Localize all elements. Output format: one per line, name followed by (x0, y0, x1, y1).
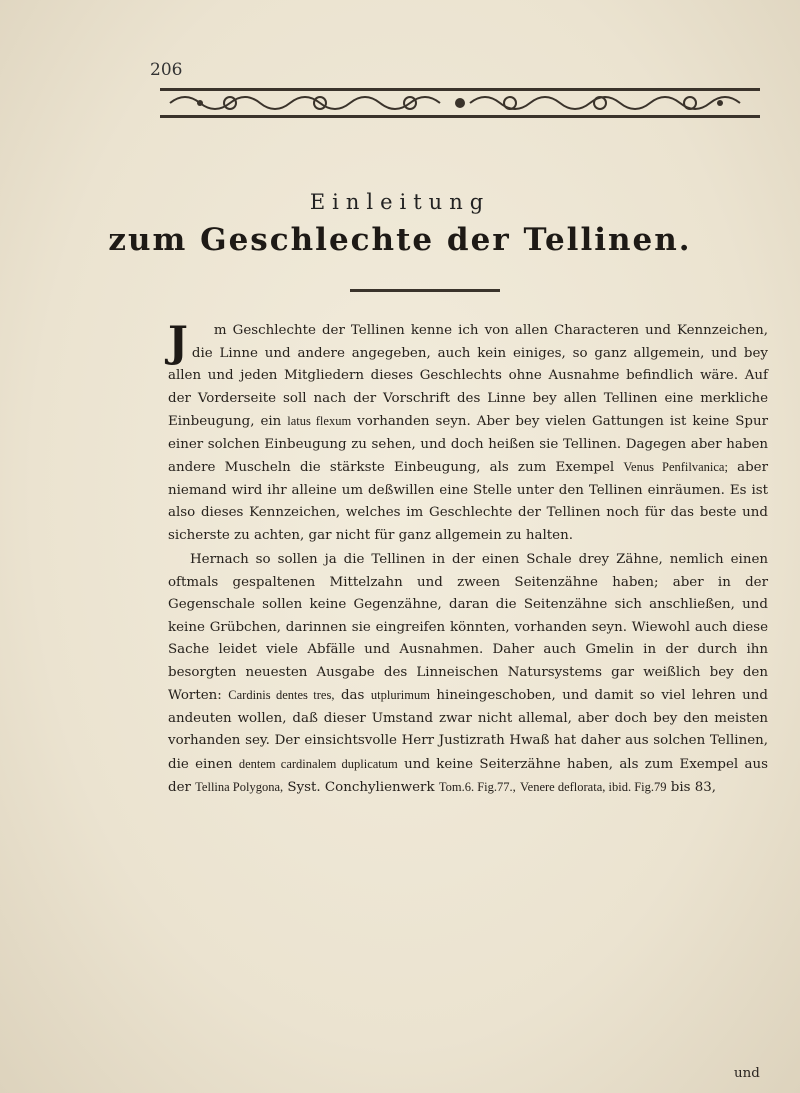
latin-term: Venere deflorata, ibid. Fig.79 (520, 780, 667, 794)
body-text (168, 317, 769, 800)
latin-term: latus flexum (287, 414, 352, 428)
paragraph-segment: aber niemand wird ihr alleine um deßwillen eine Stelle unter den Tellinen einräumen. Es ist also dieses Kennzeichen, welches im Geschlechte der Tellinen noch für das beste und sicherste zu achten, gar nicht für ganz allgemein zu halten. (168, 460, 768, 543)
page-number: 206 (150, 60, 183, 80)
latin-term: Tellina Polygona, (195, 780, 284, 794)
latin-term: Tom.6. Fig.77., (438, 780, 516, 794)
paragraph-segment: hineingeschoben, und damit so viel lehren und andeuten wollen, daß dieser Umstand zwar nicht allemal, aber doch bey den meisten vorhanden sey. Der einsichtsvolle Herr Justizrath Hwaß hat daher aus solchen Tellinen, die einen (168, 688, 769, 772)
latin-term: Venus Penfilvanica; (623, 460, 728, 474)
latin-term: Cardinis dentes tres, (228, 688, 335, 702)
paragraph-segment: das (334, 688, 371, 703)
latin-term: utplurimum (370, 688, 430, 702)
paragraph-segment: bis 83, (666, 780, 717, 795)
chapter-heading: Einleitung (309, 190, 491, 214)
paragraph-segment: Hernach so sollen ja die Tellinen in der einen Schale drey Zähne, nemlich einen oftmals gespaltenen Mittelzahn und zween Seitenzähne haben; aber in der Gegenschale sollen keine Gegenzähne, daran die Seitenzähne sich anschließen, und keine Grübchen, darinnen sie eingreifen könnten, vorhanden seyn. Wiewohl auch diese Sache leidet viele Abfälle und Ausnahmen. Daher auch Gmelin in der durch ihn besorgten neuesten Ausgabe des Linneischen Natursystems gar weißlich bey den Worten: (168, 552, 768, 703)
paragraph (168, 317, 769, 547)
paragraph-segment: Syst. Conchylienwerk (283, 780, 439, 795)
paragraph (168, 549, 768, 800)
paragraph-segment: m Geschlechte der Tellinen kenne ich von allen Characteren und Kennzeichen, die Linne und andere angegeben, auch kein einiges, so ganz allgemein, und bey allen und jeden Mitgliedern dieses Geschlechts ohne Ausnahme befindlich wäre. Auf der Vorderseite soll nach der Vorschrift des Linne bey allen Tellinen eine merkliche Einbeugung, ein (168, 323, 768, 429)
catchword: und (734, 1066, 760, 1081)
paragraph-segment: und keine Seiterzähne haben, als zum Exempel aus der (168, 756, 768, 795)
chapter-subheading: zum Geschlechte der Tellinen. (108, 222, 692, 258)
heading-rule (350, 289, 500, 292)
paragraph-segment: vorhanden seyn. Aber bey vielen Gattungen ist keine Spur einer solchen Einbeugung zu sehen, und doch heißen sie Tellinen. Dagegen aber haben andere Muscheln die stärkste Einbeugung, als zum Exempel (168, 414, 769, 475)
latin-term: dentem cardinalem duplicatum (238, 756, 398, 771)
ornamental-header-band (160, 86, 760, 120)
drop-cap: J (168, 317, 188, 366)
